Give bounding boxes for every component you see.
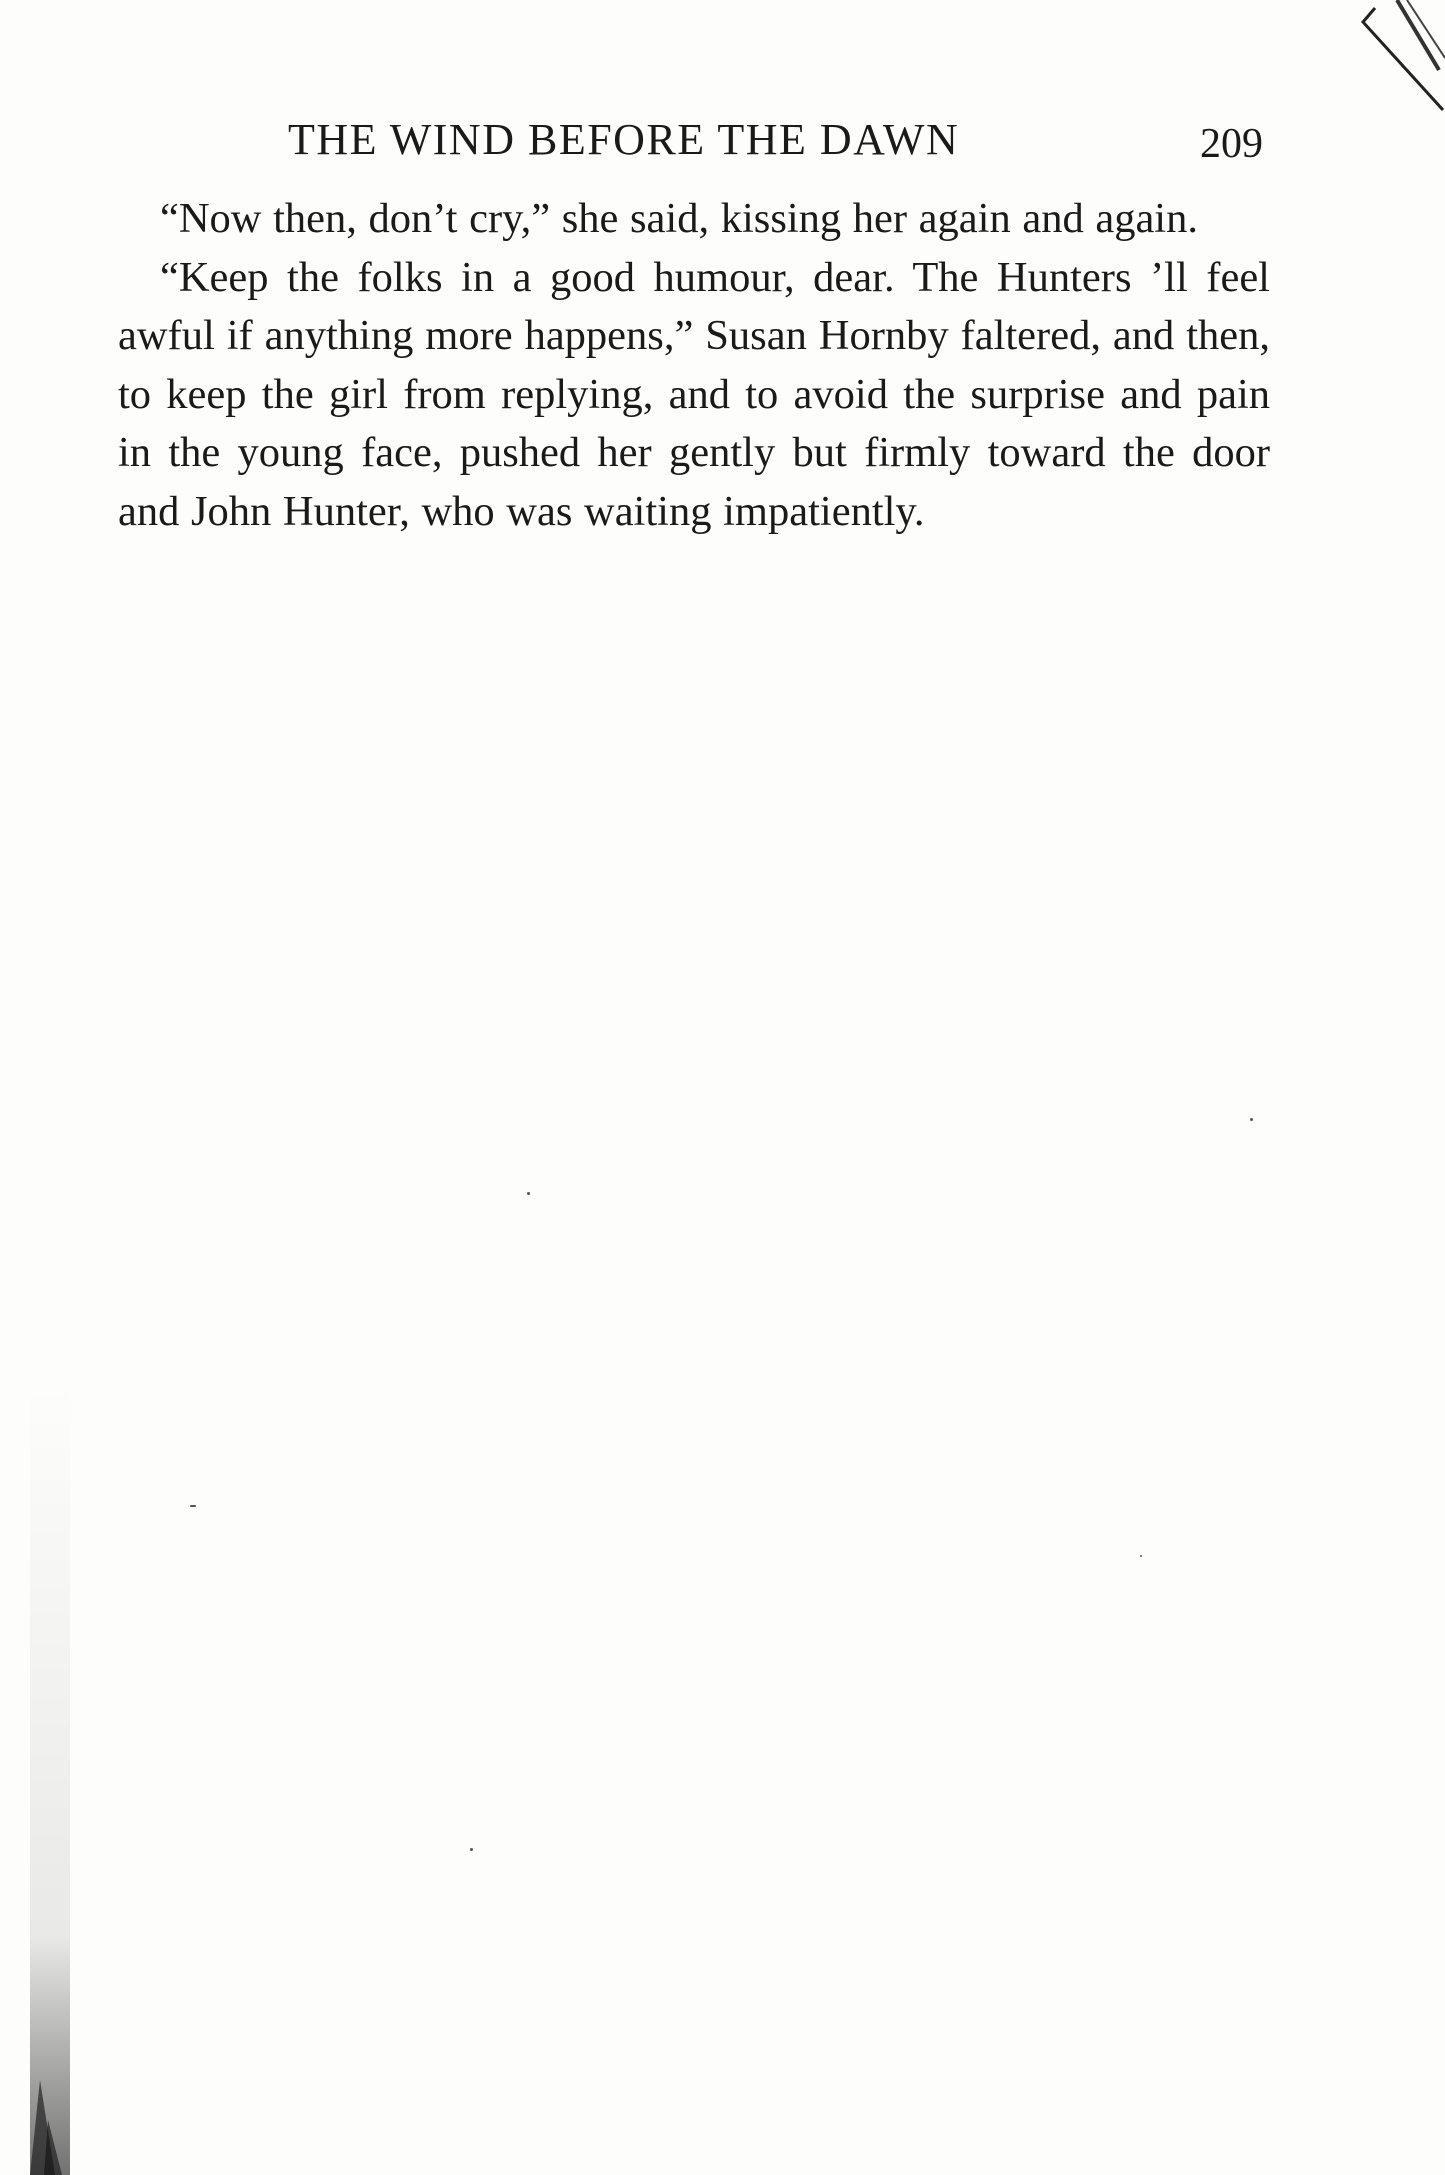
speck	[470, 1848, 473, 1851]
speck	[190, 1505, 196, 1507]
running-title: THE WIND BEFORE THE DAWN	[288, 115, 960, 164]
speck	[527, 1192, 530, 1195]
page-number: 209	[1200, 121, 1263, 167]
pencil-mark-icon	[1335, 0, 1445, 130]
paragraph: “Now then, don’t cry,” she said, kissing her again and again.	[160, 195, 1198, 242]
speck	[1250, 1118, 1253, 1121]
scan-gutter-shadow	[0, 1380, 90, 2175]
speck	[1140, 1555, 1142, 1557]
body-text	[118, 190, 1270, 541]
paragraph: “Keep the folks in a good humour, dear. The Hunters ’ll feel awful if anything more happens,” Susan Hornby faltered, and then, to keep the girl from replying, and to avoid the surprise and pain in the young face, pushed her gently but firmly toward the door and John Hunter, who was waiting impatiently.	[118, 253, 1270, 535]
running-head	[0, 112, 1445, 168]
